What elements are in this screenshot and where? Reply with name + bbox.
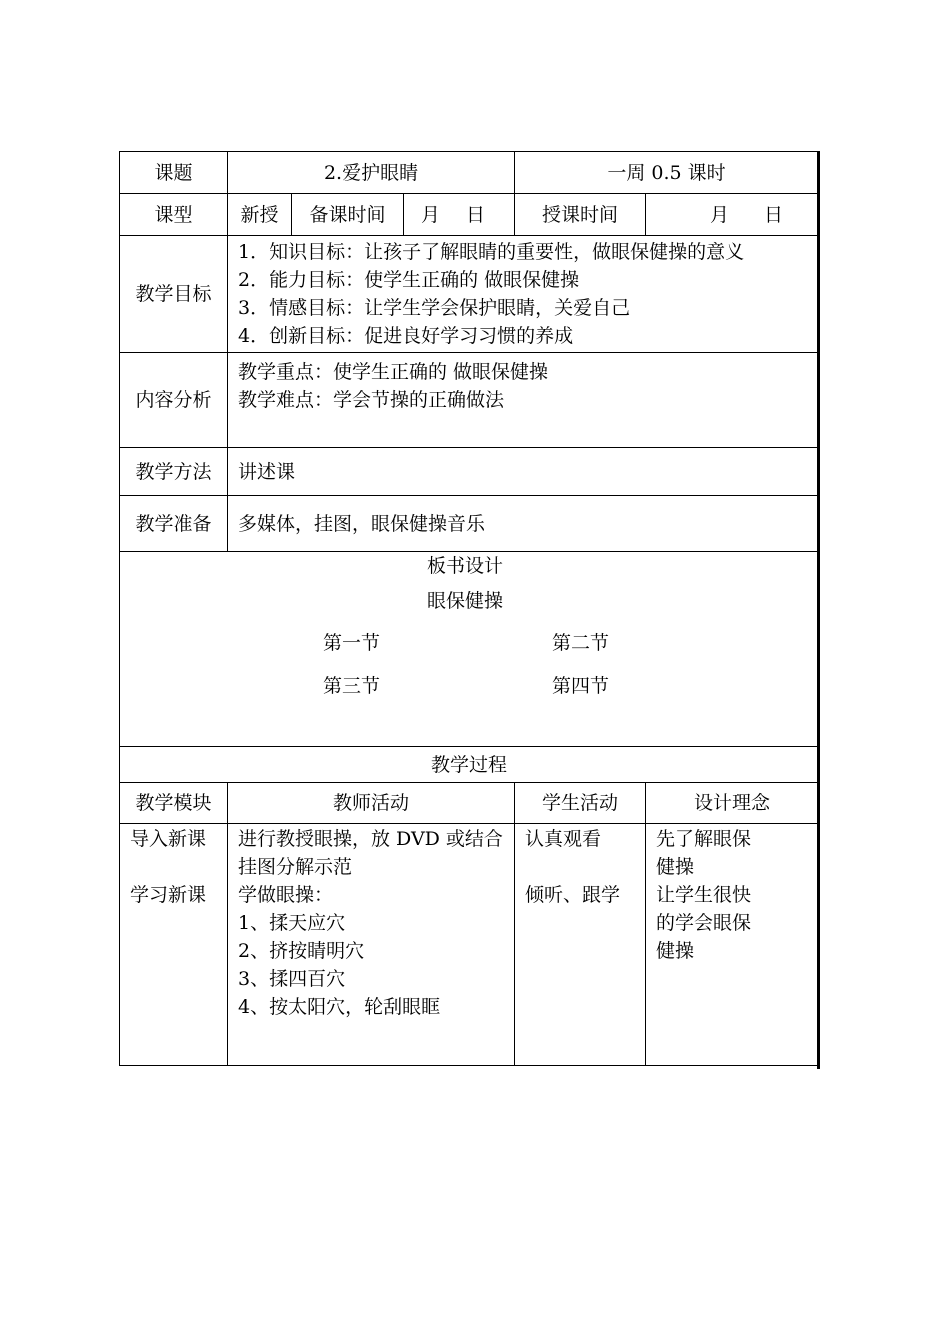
lesson-plan-table (119, 151, 819, 1066)
module-cell (120, 824, 228, 1066)
process-header: 教师活动 (228, 783, 515, 824)
module-item: 导入新课 (130, 828, 207, 850)
process-header: 教学模块 (120, 783, 228, 824)
topic-label: 课题 (120, 152, 228, 194)
analysis-label: 内容分析 (120, 353, 228, 448)
type-label: 课型 (120, 194, 228, 236)
table-right-border (817, 151, 820, 1069)
teach-date (646, 194, 819, 236)
teacher-line: 2、挤按睛明穴 (238, 940, 365, 962)
prep-label: 教学准备 (120, 496, 228, 552)
design-line: 健操 (656, 940, 695, 962)
board-subtitle: 眼保健操 (427, 590, 504, 612)
goal-item: 4．创新目标：促进良好学习习惯的养成 (238, 325, 574, 347)
teacher-line: 3、揉四百穴 (238, 968, 346, 990)
goal-item: 2．能力目标：使学生正确的 做眼保健操 (238, 269, 580, 291)
teacher-line: 挂图分解示范 (238, 856, 353, 878)
analysis-item: 教学难点：学会节操的正确做法 (238, 389, 505, 411)
design-line: 先了解眼保 (656, 828, 752, 850)
method-value: 讲述课 (228, 448, 819, 496)
student-line: 认真观看 (525, 828, 602, 850)
teacher-activity (228, 824, 515, 1066)
analysis-list (228, 353, 819, 448)
teacher-line: 进行教授眼操，放 DVD 或结合 (238, 828, 503, 850)
design-line: 的学会眼保 (656, 912, 752, 934)
goal-item: 3．情感目标：让学生学会保护眼睛，关爱自己 (238, 297, 631, 319)
teach-month: 月 (710, 203, 730, 226)
module-item: 学习新课 (130, 884, 207, 906)
lesson-plan (119, 151, 818, 1066)
prep-month: 月 (421, 203, 441, 226)
design-line: 让学生很快 (656, 884, 752, 906)
design-line: 健操 (656, 856, 695, 878)
teach-time-label: 授课时间 (515, 194, 646, 236)
method-label: 教学方法 (120, 448, 228, 496)
design-concept (646, 824, 819, 1066)
prep-value: 多媒体，挂图，眼保健操音乐 (228, 496, 819, 552)
process-header: 设计理念 (646, 783, 819, 824)
hours-value: 一周 0.5 课时 (515, 152, 819, 194)
board-title: 板书设计 (427, 555, 504, 577)
analysis-item: 教学重点：使学生正确的 做眼保健操 (238, 361, 549, 383)
teacher-line: 4、按太阳穴，轮刮眼眶 (238, 996, 441, 1018)
teacher-line: 学做眼操： (238, 884, 334, 906)
board-section: 第二节 (552, 632, 610, 654)
board-section: 第四节 (552, 675, 610, 697)
board-section: 第三节 (323, 675, 381, 697)
board-section: 第一节 (323, 632, 381, 654)
prep-date (404, 194, 515, 236)
process-title: 教学过程 (120, 747, 819, 783)
teacher-line: 1、揉天应穴 (238, 912, 346, 934)
student-activity (515, 824, 646, 1066)
topic-value: 2.爱护眼睛 (228, 152, 515, 194)
prep-day: 日 (466, 203, 486, 226)
goal-item: 1．知识目标：让孩子了解眼睛的重要性，做眼保健操的意义 (238, 241, 745, 263)
prep-time-label: 备课时间 (292, 194, 404, 236)
type-value: 新授 (228, 194, 292, 236)
board-design (120, 552, 819, 747)
teach-day: 日 (764, 203, 784, 226)
process-header: 学生活动 (515, 783, 646, 824)
goals-list (228, 236, 819, 353)
goals-label: 教学目标 (120, 236, 228, 353)
student-line: 倾听、跟学 (525, 884, 621, 906)
